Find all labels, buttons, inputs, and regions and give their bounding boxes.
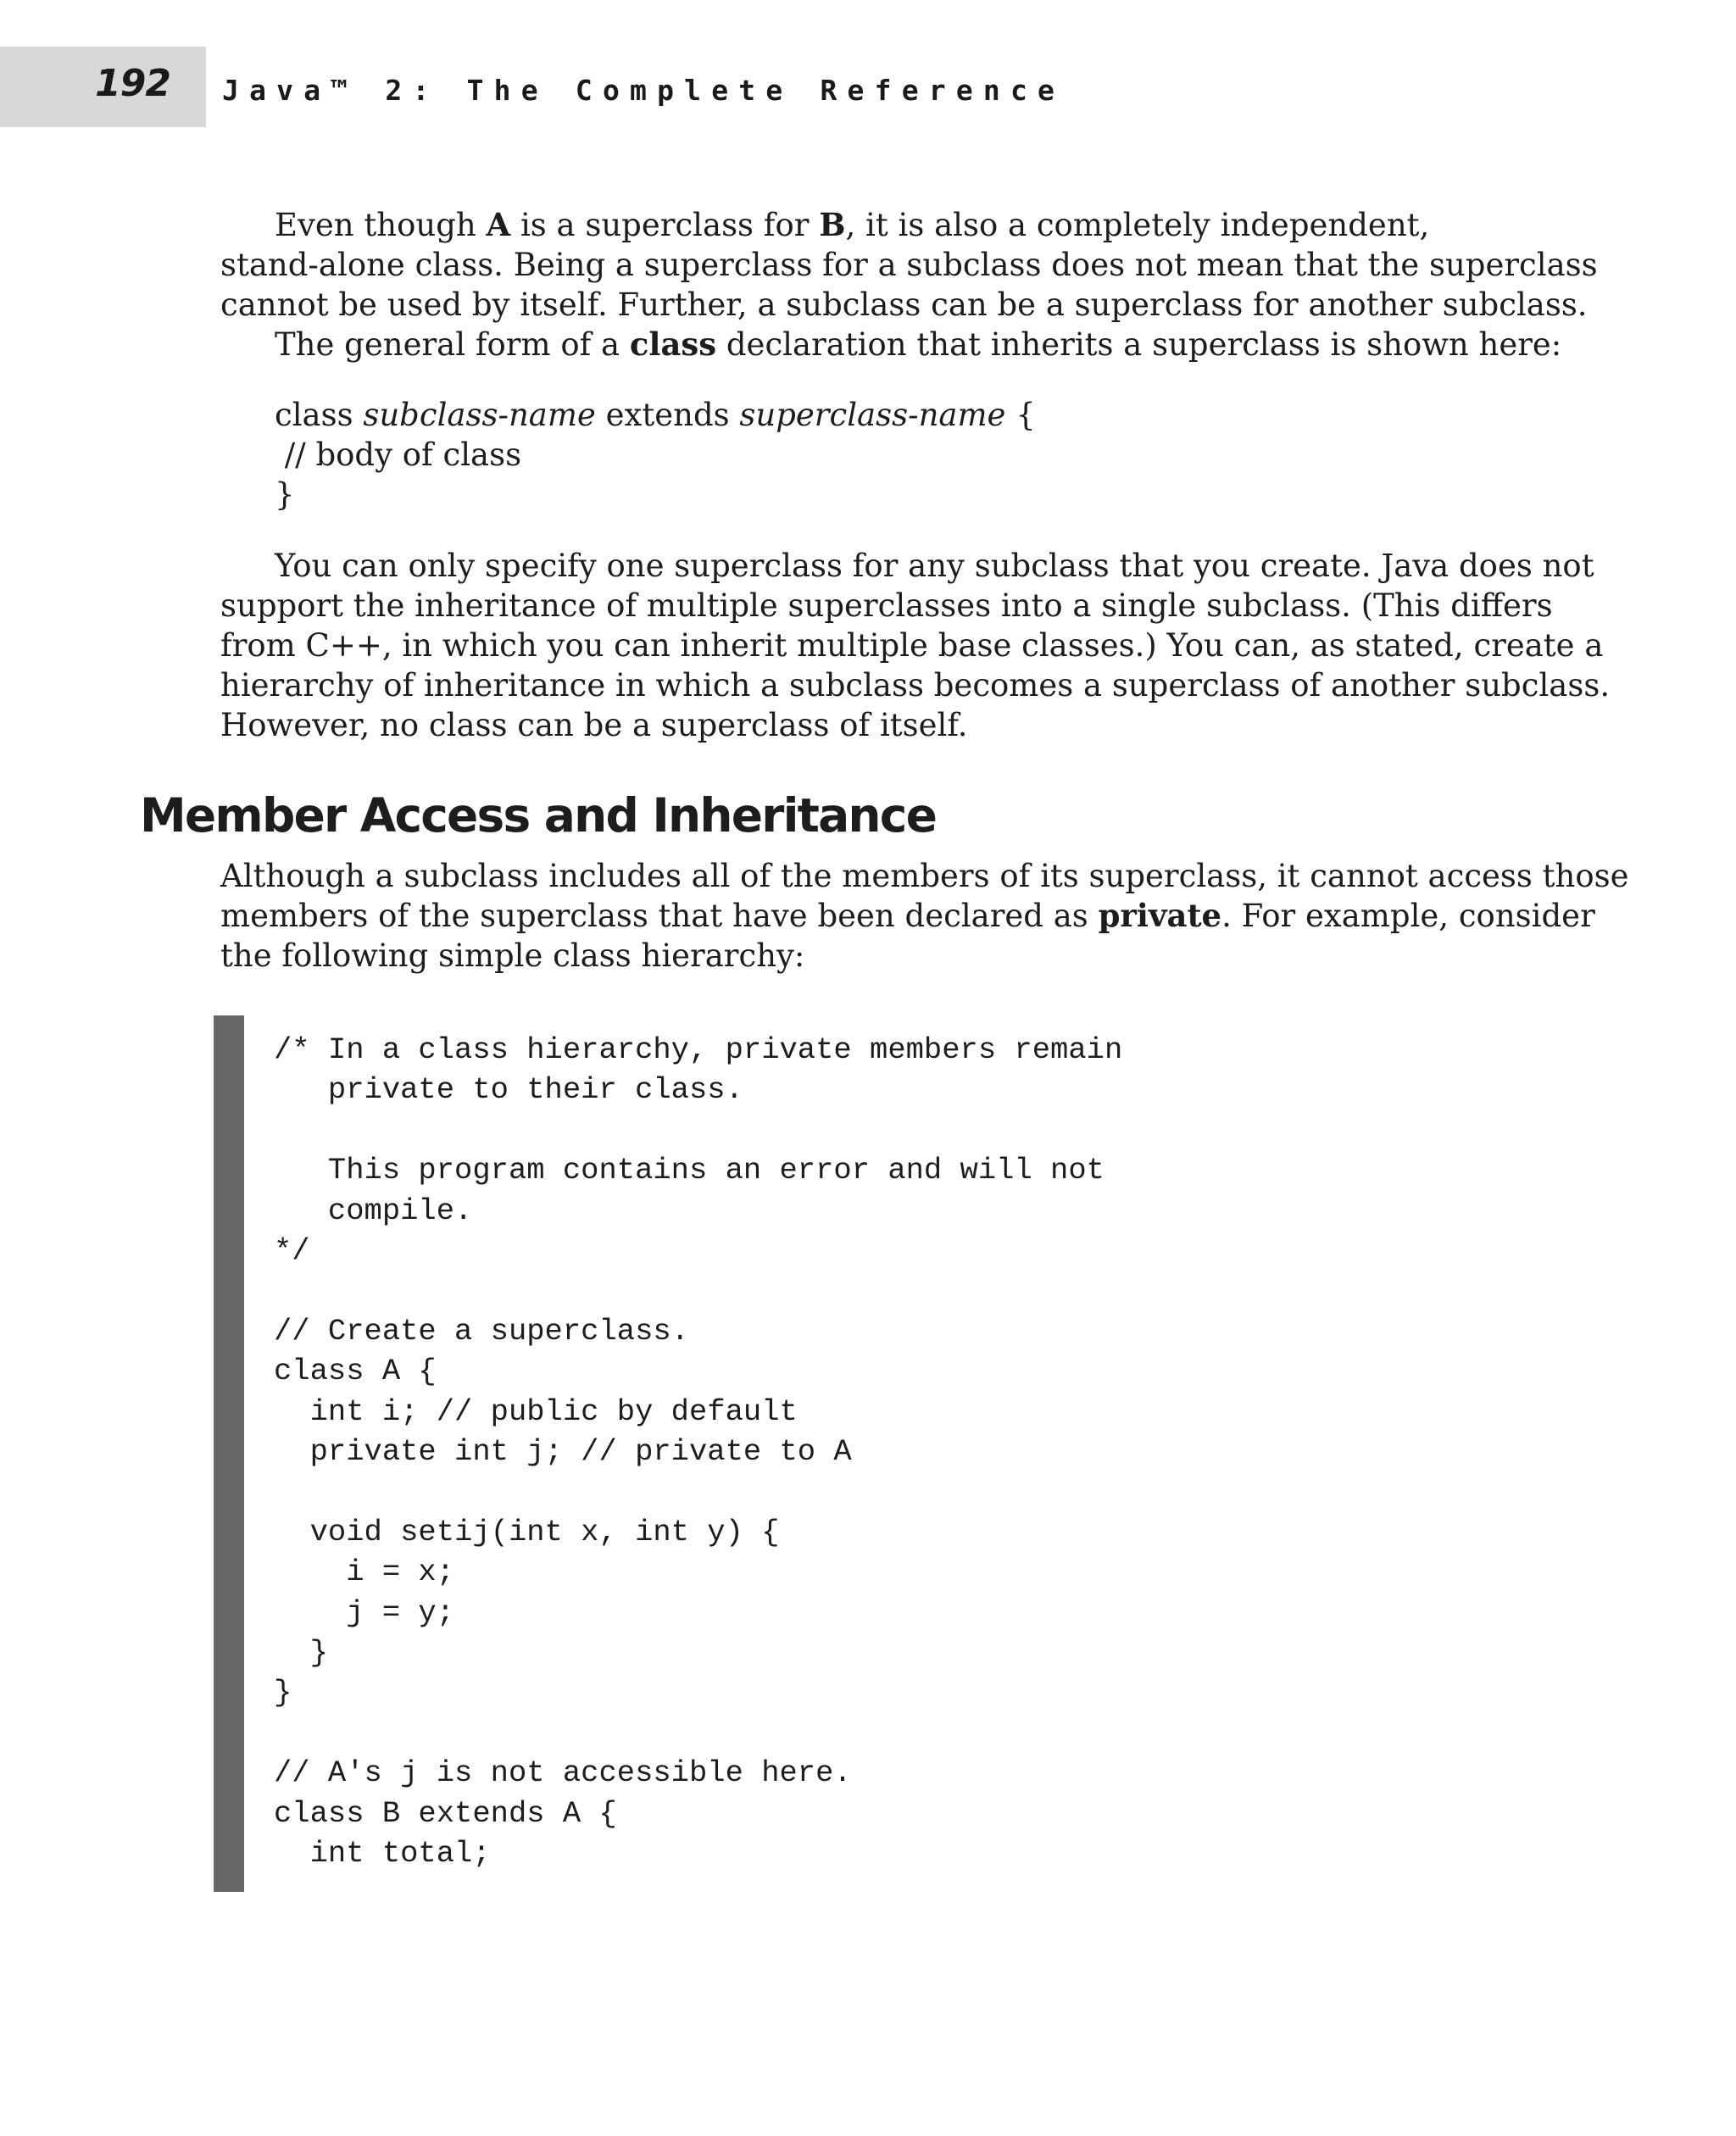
text-line: Although a subclass includes all of the members of its superclass, it cannot access those [220,858,1629,894]
text-line: You can only specify one superclass for any subclass that you create. Java does not [275,548,1594,584]
bold-term: A [486,206,511,243]
code-line: void setij(int x, int y) { [274,1514,780,1549]
intro-paragraph [220,205,1598,364]
code-line: class B extends A { [274,1795,617,1831]
text-line: the following simple class hierarchy: [220,937,805,974]
code-line: private int j; // private to A [274,1434,852,1470]
code-line [274,1471,1122,1511]
text-run: declaration that inherits a superclass is shown here: [716,326,1562,363]
code-line: } [274,1675,292,1710]
text-line: from C++, in which you can inherit multiple base classes.) You can, as stated, create a [220,627,1604,664]
text-run: , it is also a completely independent, [845,207,1430,243]
text-run: extends [595,397,740,433]
text-run: class [275,397,364,433]
text-line [220,896,1595,936]
text-run: . For example, consider [1221,898,1595,934]
code-line: // Create a superclass. [274,1313,689,1349]
page-number: 192 [95,62,170,105]
form-line [220,395,1526,435]
code-line [274,1271,1122,1310]
single-superclass-paragraph [220,546,1611,745]
code-line: compile. [274,1193,473,1228]
text-line: stand-alone class. Being a superclass for a subclass does not mean that the superclass [220,247,1598,283]
code-line: private to their class. [274,1072,743,1108]
member-access-paragraph [220,856,1629,976]
code-line: int total; [274,1836,491,1872]
form-line: } [275,476,295,513]
text-run: The general form of a [275,326,630,363]
bold-term: B [819,206,846,243]
italic-term: superclass-name [739,397,1006,433]
text-line [220,205,1526,245]
code-listing-bar [214,1015,244,1892]
running-head: Java™ 2: The Complete Reference [222,74,1066,107]
text-run: Even though [275,207,487,243]
code-line [274,1110,1122,1150]
page-number-tab [0,47,206,127]
text-line: cannot be used by itself. Further, a subclass can be a superclass for another subclass. [220,286,1588,323]
text-line: However, no class can be a superclass of itself. [220,707,968,743]
code-line: } [274,1635,328,1671]
code-line [274,1713,1122,1753]
code-line: int i; // public by default [274,1393,798,1429]
text-run: { [1005,397,1036,433]
code-line: // A's j is not accessible here. [274,1755,852,1791]
code-listing [274,1030,1122,1873]
code-line: i = x; [274,1555,455,1590]
text-line: support the inheritance of multiple superclasses into a single subclass. (This differs [220,587,1553,624]
code-line: class A { [274,1354,437,1389]
code-line: This program contains an error and will not [274,1153,1104,1188]
code-line: */ [274,1233,310,1269]
page-header [0,47,1736,127]
code-line: /* In a class hierarchy, private members remain [274,1032,1123,1067]
general-form-block [220,395,1526,515]
bold-term: class [629,325,717,363]
code-line: j = y; [274,1594,455,1630]
section-heading: Member Access and Inheritance [140,788,937,843]
bold-term: private [1098,897,1222,934]
text-run: is a superclass for [510,207,820,243]
text-line [220,325,1562,364]
italic-term: subclass-name [363,397,596,433]
text-line: hierarchy of inheritance in which a subclass becomes a superclass of another subclass. [220,667,1611,704]
text-run: members of the superclass that have been declared as [220,898,1099,934]
form-line: // body of class [275,437,522,473]
